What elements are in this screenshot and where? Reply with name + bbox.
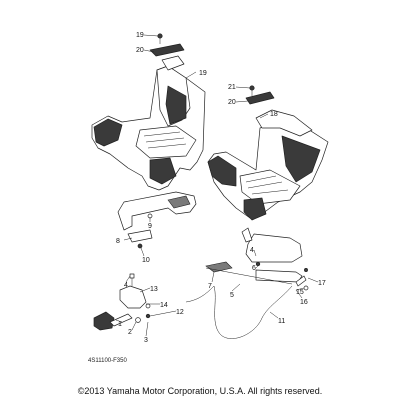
callout-21-right: 21 <box>228 84 236 91</box>
left-footrest <box>92 56 205 190</box>
callout-7: 7 <box>208 283 212 290</box>
callout-8: 8 <box>116 238 120 245</box>
callout-20-right: 20 <box>228 99 236 106</box>
right-plate-screw <box>246 86 274 104</box>
callout-20-left: 20 <box>136 47 144 54</box>
callout-3: 3 <box>144 337 148 344</box>
callout-11: 11 <box>278 318 286 325</box>
callout-15: 15 <box>296 289 304 296</box>
reference-code: 4S11100-F350 <box>88 358 127 364</box>
callout-19: 19 <box>199 70 207 77</box>
callout-2: 2 <box>128 329 132 336</box>
callout-4-lever: 4 <box>124 282 128 289</box>
right-bracket <box>206 228 302 284</box>
callout-17: 17 <box>318 280 326 287</box>
callout-18: 18 <box>270 111 278 118</box>
callout-9: 9 <box>148 223 152 230</box>
callout-21-left: 19 <box>136 32 144 39</box>
callout-13: 13 <box>150 286 158 293</box>
callout-6: 6 <box>252 265 256 272</box>
left-bracket <box>118 192 196 248</box>
callout-14: 14 <box>160 302 168 309</box>
callout-16: 16 <box>300 299 308 306</box>
callout-1: 1 <box>118 321 122 328</box>
callout-10: 10 <box>142 257 150 264</box>
lever-assembly <box>94 274 150 330</box>
right-footrest <box>208 110 328 220</box>
callout-4: 4 <box>250 247 254 254</box>
callout-12: 12 <box>176 309 184 316</box>
copyright-notice: ©2013 Yamaha Motor Corporation, U.S.A. All rights reserved. <box>77 386 323 396</box>
callout-5: 5 <box>230 292 234 299</box>
left-plate-screw <box>150 34 184 56</box>
